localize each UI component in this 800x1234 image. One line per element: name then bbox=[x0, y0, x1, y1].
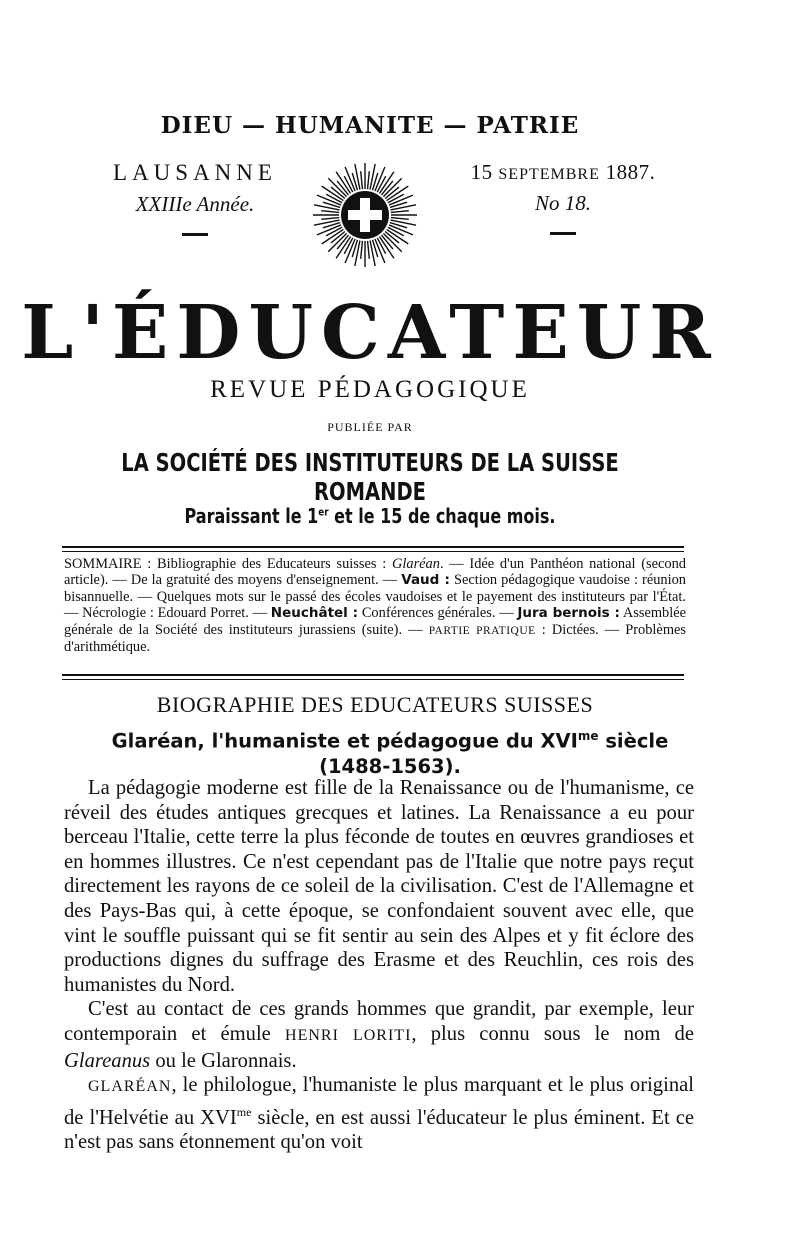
sommaire-heading-neuchatel: Neuchâtel : bbox=[270, 605, 359, 622]
sommaire-text: Assemblée générale de la Société des instituteurs jurassiens (suite). — bbox=[64, 605, 686, 638]
date-year: 1887. bbox=[605, 160, 656, 184]
sommaire-italic: Glaréan bbox=[391, 556, 440, 572]
divider bbox=[550, 232, 576, 235]
article-title-text: Glaréan, l'humaniste et pédagogue du XVI bbox=[111, 729, 578, 753]
journal-title: L'ÉDUCATEUR bbox=[21, 290, 719, 376]
published-by: PUBLIÉE PAR bbox=[327, 420, 413, 434]
year-issue: XXIIIe Année. bbox=[135, 192, 255, 216]
paragraph-text: ou le Glaronnais. bbox=[150, 1049, 297, 1072]
issue-date bbox=[458, 160, 668, 185]
sommaire-partie: PARTIE PRATIQUE bbox=[428, 624, 536, 637]
sommaire-text: : Dictées. — Problèmes d'arithmétique. bbox=[64, 621, 686, 656]
date-day: 15 bbox=[470, 160, 493, 184]
sommaire-text: : Bibliographie des Educateurs suisses : bbox=[141, 556, 392, 572]
publisher-society: LA SOCIÉTÉ DES INSTITUTEURS DE LA SUISSE ROMANDE bbox=[121, 448, 619, 506]
sommaire-heading-jura: Jura bernois : bbox=[517, 605, 620, 622]
sommaire-text: Conférences générales. — bbox=[358, 605, 518, 622]
person-name: GLARÉAN bbox=[88, 1078, 172, 1096]
date-month: SEPTEMBRE bbox=[498, 166, 600, 183]
publication-frequency bbox=[74, 504, 666, 528]
divider bbox=[182, 233, 208, 236]
frequency-sup: er bbox=[318, 505, 329, 519]
city: LAUSANNE bbox=[113, 160, 277, 185]
paragraph bbox=[64, 997, 694, 1073]
paragraph-text: , plus connu sous le nom de bbox=[411, 1022, 694, 1045]
superscript: me bbox=[236, 1104, 252, 1119]
paragraph-text: C'est au contact de ces grands hommes que grandit, par exemple, leur contemporain et émule bbox=[64, 998, 694, 1045]
article-title-years: (1488-1563). bbox=[319, 754, 461, 778]
frequency-text-end: et le 15 de chaque mois. bbox=[328, 504, 556, 528]
sommaire-text: Section pédagogique vaudoise : réunion bisannuelle. — Quelques mots sur le passé des écoles vaudoises et le payement des instituteurs par l'État. — Nécrologie : Edouard Porret. — bbox=[64, 572, 686, 622]
paragraph-text: siècle, en est aussi l'éducateur le plus éminent. Et ce n'est pas sans étonnement qu'on voit bbox=[64, 1106, 694, 1154]
latin-name: Glareanus bbox=[64, 1049, 151, 1072]
frequency-text: Paraissant le 1 bbox=[184, 504, 319, 528]
table-of-contents bbox=[64, 556, 686, 655]
person-name: HENRI LORITI bbox=[285, 1026, 412, 1044]
paragraph bbox=[64, 1073, 694, 1155]
double-rule bbox=[62, 674, 684, 680]
paragraph: La pédagogie moderne est fille de la Renaissance ou de l'humanisme, ce réveil des études antiques grecques et latines. La Renaissance a eu pour berceau l'Italie, cette terre la plus féconde de toutes en œuvres grandioses et en hommes illustres. Ce n'est cependant pas de l'Italie que notre pays reçut directement les rayons de ce soleil de la civilisation. C'est de l'Allemagne et des Pays-Bas qui, à cette époque, se confondaient souvent avec elle, que vint le souffle puissant qui se fit sentir au sein des Alpes et y fit éclore des productions dignes du suffrage des Erasme et des Reuchlin, ces rois des humanistes du Nord. bbox=[64, 777, 694, 996]
double-rule bbox=[62, 546, 684, 552]
swiss-cross-emblem-icon bbox=[310, 160, 420, 270]
issue-number: No 18. bbox=[534, 191, 591, 215]
article-title-sup: me bbox=[577, 729, 599, 743]
sommaire-heading-vaud: Vaud : bbox=[401, 572, 450, 589]
motto: DIEU — HUMANITE — PATRIE bbox=[160, 112, 580, 139]
section-heading: BIOGRAPHIE DES EDUCATEURS SUISSES bbox=[156, 692, 594, 717]
masthead-left bbox=[100, 160, 290, 236]
article-title-text-end: siècle bbox=[598, 729, 669, 753]
journal-subtitle: REVUE PÉDAGOGIQUE bbox=[210, 376, 530, 403]
sommaire-text: . — Idée d'un Panthéon national (second article). — De la gratuité des moyens d'enseignement. — bbox=[64, 556, 686, 589]
article-body bbox=[64, 776, 694, 1155]
masthead-right bbox=[458, 160, 668, 235]
sommaire-label: SOMMAIRE bbox=[64, 556, 142, 572]
paragraph-text: , le philologue, l'humaniste le plus marquant et le plus original de l'Helvétie au XVI bbox=[64, 1074, 694, 1129]
article-title bbox=[80, 724, 700, 779]
